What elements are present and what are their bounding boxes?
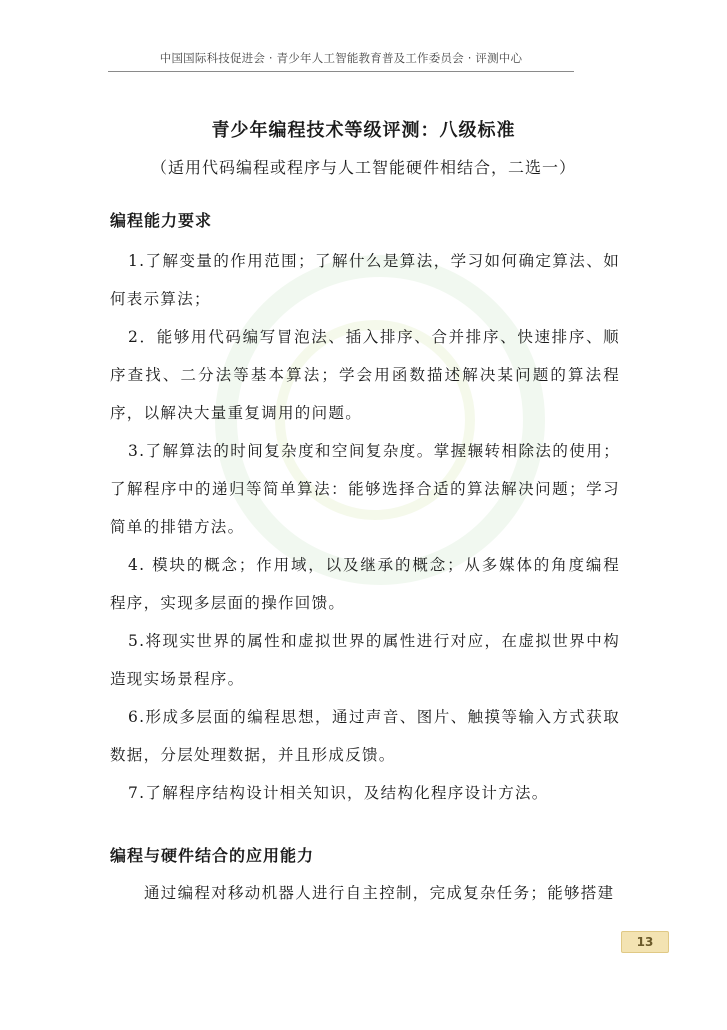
- requirement-item-1: 1.了解变量的作用范围；了解什么是算法，学习如何确定算法、如何表示算法；: [110, 252, 620, 308]
- page-header: 中国国际科技促进会 · 青少年人工智能教育普及工作委员会 · 评测中心: [159, 51, 523, 65]
- page-number-badge: 13: [621, 931, 669, 953]
- requirement-item-3: 3.了解算法的时间复杂度和空间复杂度。掌握辗转相除法的使用；了解程序中的递归等简单算法：能够选择合适的算法解决问题；学习简单的排错方法。: [110, 442, 620, 536]
- requirement-item-5: 5.将现实世界的属性和虚拟世界的属性进行对应，在虚拟世界中构造现实场景程序。: [110, 632, 620, 688]
- requirement-item-4: 4. 模块的概念；作用域，以及继承的概念；从多媒体的角度编程程序，实现多层面的操作回馈。: [110, 556, 620, 612]
- document-subtitle: （适用代码编程或程序与人工智能硬件相结合，二选一）: [150, 158, 576, 177]
- section-heading-programming: 编程能力要求: [110, 211, 213, 230]
- requirement-item-2: 2．能够用代码编写冒泡法、插入排序、合并排序、快速排序、顺序查找、二分法等基本算法；学会用函数描述解决某问题的算法程序，以解决大量重复调用的问题。: [110, 328, 620, 422]
- requirement-item-7: 7.了解程序结构设计相关知识，及结构化程序设计方法。: [128, 784, 549, 802]
- hardware-paragraph: 通过编程对移动机器人进行自主控制，完成复杂任务；能够搭建: [144, 884, 615, 902]
- section-heading-hardware: 编程与硬件结合的应用能力: [110, 846, 315, 865]
- document-title: 青少年编程技术等级评测：八级标准: [211, 120, 516, 141]
- requirement-item-6: 6.形成多层面的编程思想，通过声音、图片、触摸等输入方式获取数据，分层处理数据，并且形成反馈。: [110, 708, 620, 764]
- header-divider: [108, 71, 574, 72]
